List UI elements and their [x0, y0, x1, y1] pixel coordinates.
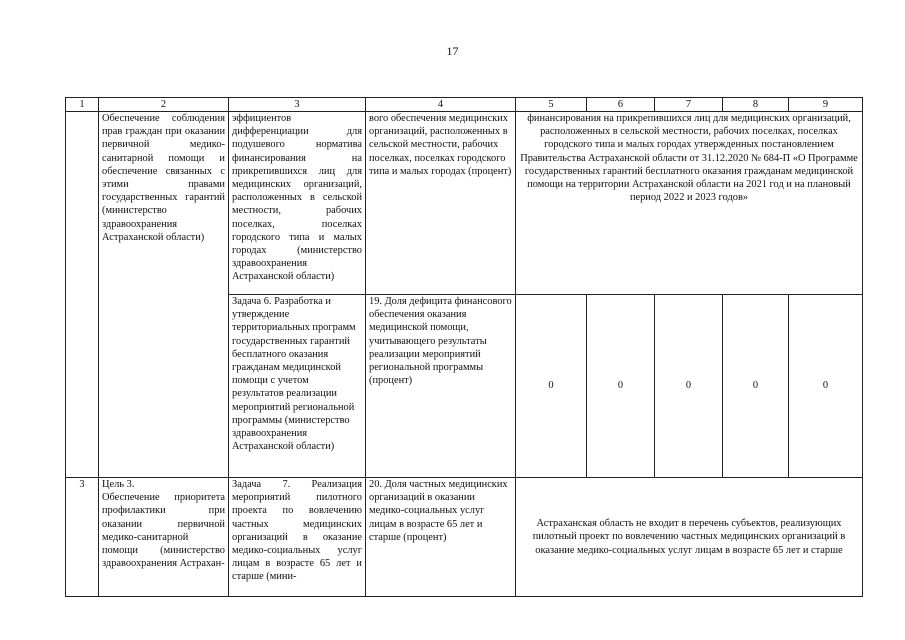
value-cell: 0	[516, 295, 587, 478]
row-number-cell: 3	[66, 478, 99, 597]
value-cell: 0	[655, 295, 723, 478]
goal-cell	[99, 112, 229, 478]
table-row	[66, 112, 863, 295]
column-number: 8	[723, 98, 789, 112]
task-cell: эффициентов дифференциации для подушевого норматива финансирования на прикрепившихся лиц для медицинских организаций, расположенных в сельской местности, рабочих поселках, поселках городского типа и малых городах (министерство здравоохранения Астраханской области)	[229, 112, 366, 295]
task-cell: Задача 6. Разработка и утверждение территориальных программ государственных гарантий бесплатного оказания гражданам медицинской помощи с учетом результатов реализации мероприятий региональной программы (министерство здравоохранения Астраханской области)	[229, 295, 366, 478]
column-number: 4	[366, 98, 516, 112]
task-cell: Задача 7. Реализация мероприятий пилотного проекта по вовлечению частных медицинских организаций в оказание медико-социальных услуг лицам в возрасте 65 лет и старше (мини-	[229, 478, 366, 597]
value-cell: 0	[587, 295, 655, 478]
column-number: 3	[229, 98, 366, 112]
column-number: 2	[99, 98, 229, 112]
column-number: 5	[516, 98, 587, 112]
column-number: 6	[587, 98, 655, 112]
indicator-cell: 20. Доля частных медицинских организаций в оказании медико-социальных услуг лицам в возрасте 65 лет и старше (процент)	[366, 478, 516, 597]
merged-note-cell: Астраханская область не входит в перечень субъектов, реализующих пилотный проект по вовлечению частных медицинских организаций в оказание медико-социальных услуг лицам в возрасте 65 лет и старше	[516, 478, 863, 597]
document-table	[65, 97, 863, 597]
indicator-cell: 19. Доля дефицита финансового обеспечения оказания медицинской помощи, учитывающего результаты реализации мероприятий региональной программы (процент)	[366, 295, 516, 478]
goal-text: Обеспечение приоритета профилактики при оказании первичной медико-санитарной помощи (министерство здравоохранения Астрахан-	[102, 492, 225, 570]
table-header-row	[66, 98, 863, 112]
column-number: 7	[655, 98, 723, 112]
merged-note-cell: финансирования на прикрепившихся лиц для медицинских организаций, расположенных в сельской местности, рабочих поселках, поселках городского типа и малых городах утвержденных постановлением Правительства Астраханской области от 31.12.2020 № 684-П «О Программе государственных гарантий бесплатного оказания гражданам медицинской помощи на территории Астраханской области на 2021 год и на плановый период 2022 и 2023 годов»	[516, 112, 863, 295]
indicator-cell: вого обеспечения медицинских организаций, расположенных в сельской местности, рабочих поселках, поселках городского типа и малых городах (процент)	[366, 112, 516, 295]
goal-title: Цель 3.	[102, 479, 135, 490]
value-cell: 0	[789, 295, 863, 478]
column-number: 9	[789, 98, 863, 112]
table-row	[66, 478, 863, 597]
goal-cell	[99, 478, 229, 597]
page-number: 17	[446, 44, 459, 58]
row-number-cell	[66, 112, 99, 478]
value-cell: 0	[723, 295, 789, 478]
column-number: 1	[66, 98, 99, 112]
goal-text: Обеспечение соблюдения прав граждан при оказании первичной медико-санитарной помощи и обеспечение связанных с этими правами государственных гарантий (министерство здравоохранения Астраханской области)	[102, 113, 225, 243]
